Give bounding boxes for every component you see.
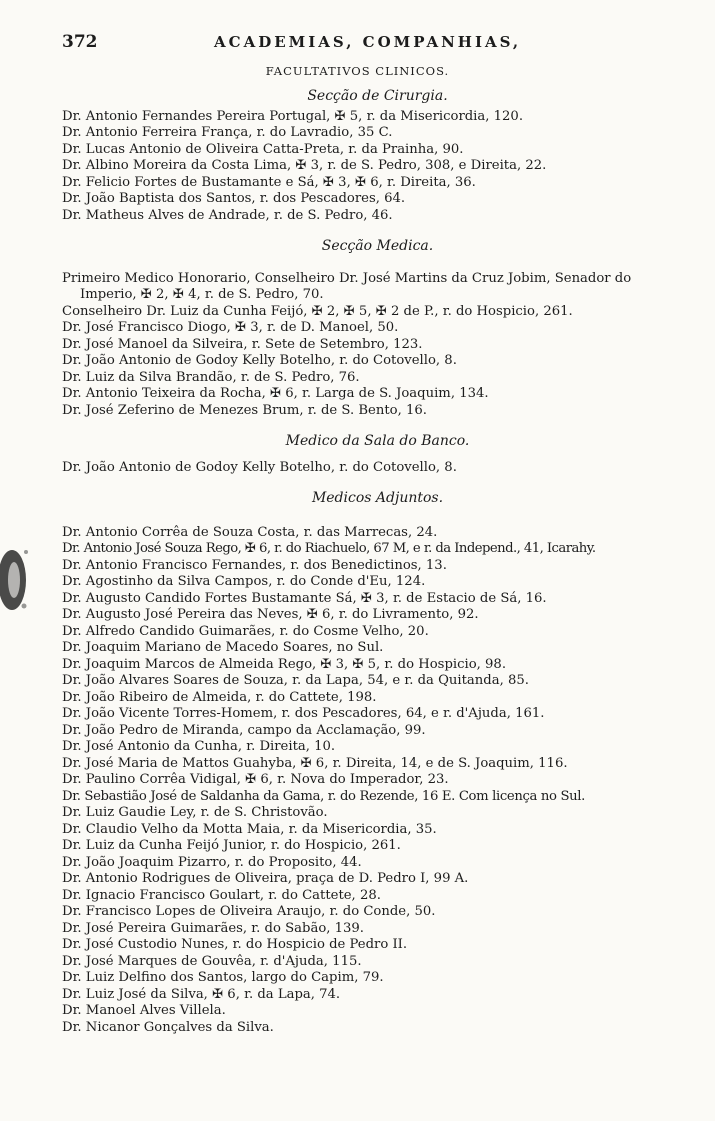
list-item: Dr. Alfredo Candido Guimarães, r. do Cosme Velho, 20. <box>62 624 429 639</box>
section-heading-cirurgia: Secção de Cirurgia. <box>307 88 448 104</box>
list-item: Dr. Augusto Candido Fortes Bustamante Sá, ✠ 3, r. de Estacio de Sá, 16. <box>62 591 547 606</box>
section-heading-medica: Secção Medica. <box>321 238 434 254</box>
list-item: Dr. Luiz da Silva Brandão, r. de S. Pedro, 76. <box>62 370 360 385</box>
list-item: Dr. João Vicente Torres-Homem, r. dos Pescadores, 64, e r. d'Ajuda, 161. <box>62 706 545 721</box>
page-header <box>62 32 682 54</box>
list-item: Dr. José Marques de Gouvêa, r. d'Ajuda, 115. <box>62 954 362 969</box>
margin-ink-stain <box>0 540 36 616</box>
list-item: Dr. Luiz da Cunha Feijó Junior, r. do Hospicio, 261. <box>62 838 401 853</box>
list-item: Dr. José Antonio da Cunha, r. Direita, 10. <box>62 739 336 754</box>
list-item: Imperio, ✠ 2, ✠ 4, r. de S. Pedro, 70. <box>80 287 324 302</box>
list-item: Dr. Antonio Teixeira da Rocha, ✠ 6, r. Larga de S. Joaquim, 134. <box>62 386 489 401</box>
list-item: Dr. Paulino Corrêa Vidigal, ✠ 6, r. Nova do Imperador, 23. <box>62 772 449 787</box>
list-item: Dr. Nicanor Gonçalves da Silva. <box>62 1020 274 1035</box>
subtitle: FACULTATIVOS CLINICOS. <box>265 64 450 78</box>
list-item: Dr. Antonio Rodrigues de Oliveira, praça de D. Pedro I, 99 A. <box>62 871 469 886</box>
list-item: Dr. José Maria de Mattos Guahyba, ✠ 6, r. Direita, 14, e de S. Joaquim, 116. <box>62 756 568 771</box>
page-number: 372 <box>62 32 98 52</box>
list-item: Dr. José Manoel da Silveira, r. Sete de Setembro, 123. <box>62 337 423 352</box>
list-item: Dr. Antonio Ferreira França, r. do Lavradio, 35 C. <box>62 125 393 140</box>
list-item: Dr. José Custodio Nunes, r. do Hospicio de Pedro II. <box>62 937 408 952</box>
list-item: Dr. João Ribeiro de Almeida, r. do Cattete, 198. <box>62 690 377 705</box>
list-item: Dr. Joaquim Marcos de Almeida Rego, ✠ 3, ✠ 5, r. do Hospicio, 98. <box>62 657 507 672</box>
list-item: Dr. João Alvares Soares de Souza, r. da Lapa, 54, e r. da Quitanda, 85. <box>62 673 529 688</box>
list-item: Dr. Matheus Alves de Andrade, r. de S. Pedro, 46. <box>62 208 393 223</box>
list-item: Dr. Antonio Fernandes Pereira Portugal, ✠ 5, r. da Misericordia, 120. <box>62 109 524 124</box>
list-item: Dr. Sebastião José de Saldanha da Gama, r. do Rezende, 16 E. Com licença no Sul. <box>62 789 586 804</box>
list-item: Dr. Antonio Corrêa de Souza Costa, r. das Marrecas, 24. <box>62 525 438 540</box>
list-item: Dr. José Pereira Guimarães, r. do Sabão, 139. <box>62 921 365 936</box>
list-item: Dr. Lucas Antonio de Oliveira Catta-Preta, r. da Prainha, 90. <box>62 142 464 157</box>
list-item: Dr. Albino Moreira da Costa Lima, ✠ 3, r. de S. Pedro, 308, e Direita, 22. <box>62 158 547 173</box>
list-item: Dr. João Baptista dos Santos, r. dos Pescadores, 64. <box>62 191 406 206</box>
list-item: Dr. Luiz Gaudie Ley, r. de S. Christovão. <box>62 805 328 820</box>
list-item: Dr. João Antonio de Godoy Kelly Botelho, r. do Cotovello, 8. <box>62 353 457 368</box>
section-heading-adjuntos: Medicos Adjuntos. <box>311 490 444 506</box>
list-item: Dr. Francisco Lopes de Oliveira Araujo, r. do Conde, 50. <box>62 904 436 919</box>
list-item: Dr. José Francisco Diogo, ✠ 3, r. de D. Manoel, 50. <box>62 320 399 335</box>
list-item: Dr. Claudio Velho da Motta Maia, r. da Misericordia, 35. <box>62 822 437 837</box>
list-item: Dr. Augusto José Pereira das Neves, ✠ 6, r. do Livramento, 92. <box>62 607 479 622</box>
list-item: Dr. Joaquim Mariano de Macedo Soares, no Sul. <box>62 640 384 655</box>
list-item: Conselheiro Dr. Luiz da Cunha Feijó, ✠ 2, ✠ 5, ✠ 2 de P., r. do Hospicio, 261. <box>62 304 573 319</box>
list-item: Dr. João Pedro de Miranda, campo da Acclamação, 99. <box>62 723 426 738</box>
list-item: Dr. José Zeferino de Menezes Brum, r. de S. Bento, 16. <box>62 403 427 418</box>
running-title: ACADEMIAS, COMPANHIAS, <box>214 33 522 51</box>
list-item: Dr. Manoel Alves Villela. <box>62 1003 226 1018</box>
list-item: Dr. Felicio Fortes de Bustamante e Sá, ✠ 3, ✠ 6, r. Direita, 36. <box>62 175 476 190</box>
list-item: Dr. João Joaquim Pizarro, r. do Proposito, 44. <box>62 855 362 870</box>
section-heading-sala-do-banco: Medico da Sala do Banco. <box>285 433 470 449</box>
list-item: Dr. Ignacio Francisco Goulart, r. do Cattete, 28. <box>62 888 381 903</box>
list-item: Dr. Luiz José da Silva, ✠ 6, r. da Lapa, 74. <box>62 987 341 1002</box>
list-item: Dr. Agostinho da Silva Campos, r. do Conde d'Eu, 124. <box>62 574 426 589</box>
list-item: Dr. João Antonio de Godoy Kelly Botelho, r. do Cotovello, 8. <box>62 460 457 475</box>
list-item: Dr. Luiz Delfino dos Santos, largo do Capim, 79. <box>62 970 384 985</box>
list-item: Primeiro Medico Honorario, Conselheiro Dr. José Martins da Cruz Jobim, Senador do <box>62 271 632 286</box>
list-item: Dr. Antonio Francisco Fernandes, r. dos Benedictinos, 13. <box>62 558 447 573</box>
list-item: Dr. Antonio José Souza Rego, ✠ 6, r. do Riachuelo, 67 M, e r. da Independ., 41, Icarahy. <box>62 541 596 556</box>
